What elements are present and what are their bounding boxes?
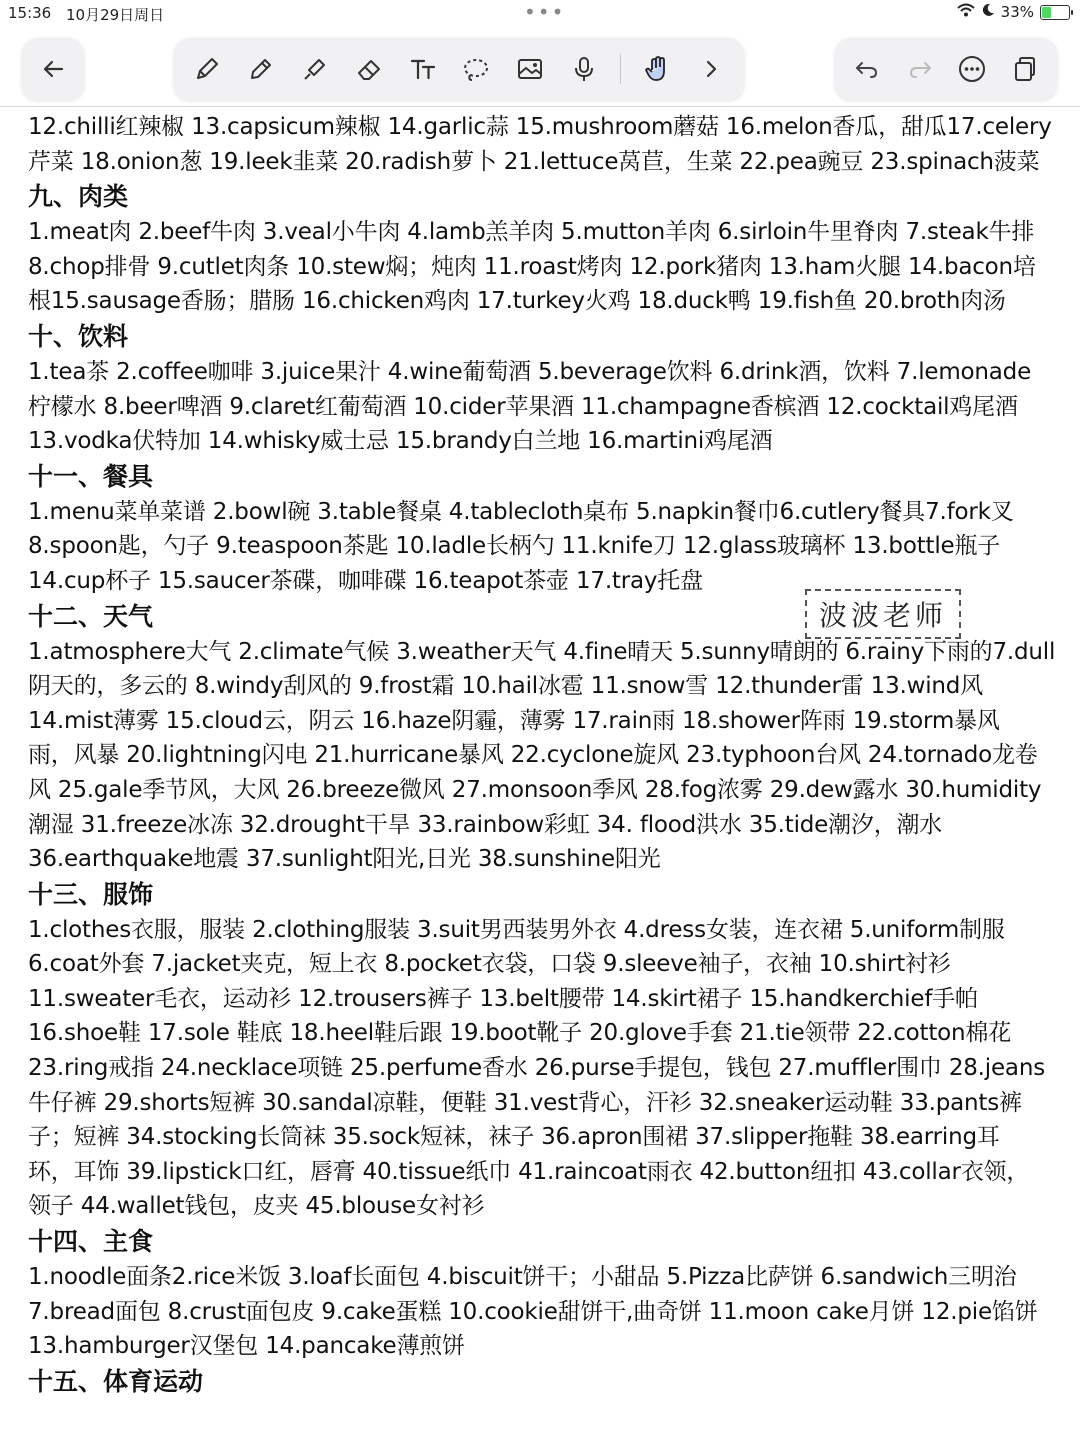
text-line: 8.chop排骨 9.cutlet肉条 10.stew焖；炖肉 11.roast烤肉 12.pork猪肉 13.ham火腿 14.bacon培 [28,253,1036,280]
text-line: 1.menu菜单菜谱 2.bowl碗 3.table餐桌 4.tablecloth桌布 5.napkin餐巾6.cutlery餐具7.fork叉 [28,498,1014,525]
toolbar-divider [620,54,621,84]
wifi-icon [957,3,975,21]
pen-icon[interactable] [189,51,225,87]
status-time: 15:36 [8,4,52,22]
hand-touch-icon[interactable] [639,51,675,87]
eraser-icon[interactable] [351,51,387,87]
battery-icon [1040,5,1070,20]
battery-percent: 33% [1000,3,1034,21]
text-line: 14.cup杯子 15.saucer茶碟，咖啡碟 16.teapot茶壶 17.tray托盘 [28,567,703,594]
text-line: 风 25.gale季节风，大风 26.breeze微风 27.monsoon季风 28.fog浓雾 29.dew露水 30.humidity [28,776,1042,803]
battery-level [1042,7,1051,18]
redo-icon[interactable] [902,51,938,87]
section-heading: 十、饮料 [28,321,129,351]
text-line: 11.sweater毛衣，运动衫 12.trousers裤子 13.belt腰带 14.skirt裙子 15.handkerchief手帕 [28,985,978,1012]
back-button[interactable] [22,38,84,100]
section-heading: 九、肉类 [28,182,129,212]
section-heading: 十一、餐具 [28,461,154,491]
text-line: 6.coat外套 7.jacket夹克，短上衣 8.pocket衣袋，口袋 9.sleeve袖子，衣袖 10.shirt衬衫 [28,951,951,978]
text-tool-icon[interactable] [405,51,441,87]
text-line: 7.bread面包 8.crust面包皮 9.cake蛋糕 10.cookie甜饼干,曲奇饼 11.moon cake月饼 12.pie馅饼 [28,1298,1038,1325]
more-icon[interactable] [954,51,990,87]
text-line: 13.hamburger汉堡包 14.pancake薄煎饼 [28,1333,465,1360]
text-line: 子；短裤 34.stocking长筒袜 35.sock短袜，袜子 36.apron围裙 37.slipper拖鞋 38.earring耳 [28,1124,1000,1151]
tool-palette [174,38,744,100]
section-heading: 十四、主食 [28,1227,154,1257]
pages-icon[interactable] [1007,51,1043,87]
lasso-icon[interactable] [458,51,494,87]
note-page[interactable] [28,110,1068,1400]
status-date: 10月29日周日 [66,6,165,24]
text-line: 雨，风暴 20.lightning闪电 21.hurricane暴风 22.cyclone旋风 23.typhoon台风 24.tornado龙卷 [28,742,1038,769]
text-line: 牛仔裤 29.shorts短裤 30.sandal凉鞋，便鞋 31.vest背心，汗衫 32.sneaker运动鞋 33.pants裤 [28,1089,1022,1116]
moon-icon [981,3,995,21]
text-line: 潮湿 31.freeze冰冻 32.drought干旱 33.rainbow彩虹 34. flood洪水 35.tide潮汐，潮水 [28,811,943,838]
text-line: 14.mist薄雾 15.cloud云，阴云 16.haze阴霾，薄雾 17.rain雨 18.shower阵雨 19.storm暴风 [28,707,1000,734]
arrow-left-icon [35,51,71,87]
text-line: 36.earthquake地震 37.sunlight阳光,日光 38.sunshine阳光 [28,846,661,873]
action-palette [835,38,1057,100]
watermark-stamp: 波波老师 [805,589,961,639]
toolbar-divider-line [0,106,1080,107]
text-line: 1.noodle面条2.rice米饭 3.loaf长面包 4.biscuit饼干；小甜品 5.Pizza比萨饼 6.sandwich三明治 [28,1264,1017,1291]
section-heading: 十二、天气 [28,601,154,631]
text-line: 阴天的，多云的 8.windy刮风的 9.frost霜 10.hail冰雹 11.snow雪 12.thunder雷 13.wind风 [28,673,984,700]
text-line: 12.chilli红辣椒 13.capsicum辣椒 14.garlic蒜 15.mushroom蘑菇 16.melon香瓜，甜瓜17.celery [28,114,1052,140]
text-line: 1.meat肉 2.beef牛肉 3.veal小牛肉 4.lamb羔羊肉 5.mutton羊肉 6.sirloin牛里脊肉 7.steak牛排 [28,219,1035,246]
text-line: 柠檬水 8.beer啤酒 9.claret红葡萄酒 10.cider苹果酒 11.champagne香槟酒 12.cocktail鸡尾酒 [28,393,1018,420]
multitasking-dots-icon[interactable]: ••• [524,0,566,24]
undo-icon[interactable] [849,51,885,87]
text-line: 23.ring戒指 24.necklace项链 25.perfume香水 26.purse手提包，钱包 27.muffler围巾 28.jeans [28,1055,1045,1082]
text-line: 1.atmosphere大气 2.climate气候 3.weather天气 4.fine晴天 5.sunny晴朗的 6.rainy下雨的7.dull [28,638,1056,665]
status-indicators [957,3,1070,21]
section-heading: 十五、体育运动 [28,1366,204,1396]
pencil-icon[interactable] [243,51,279,87]
image-icon[interactable] [512,51,548,87]
text-line: 13.vodka伏特加 14.whisky威士忌 15.brandy白兰地 16.martini鸡尾酒 [28,428,773,455]
status-bar [0,0,1080,28]
text-line: 芹菜 18.onion葱 19.leek韭菜 20.radish萝卜 21.lettuce莴苣，生菜 22.pea豌豆 23.spinach菠菜 [28,148,1040,175]
highlighter-icon[interactable] [297,51,333,87]
text-line: 环，耳饰 39.lipstick口红，唇膏 40.tissue纸巾 41.raincoat雨衣 42.button纽扣 43.collar衣领， [28,1158,1030,1185]
chevron-right-icon[interactable] [693,51,729,87]
text-line: 1.tea茶 2.coffee咖啡 3.juice果汁 4.wine葡萄酒 5.beverage饮料 6.drink酒，饮料 7.lemonade [28,358,1032,385]
microphone-icon[interactable] [566,51,602,87]
text-line: 根15.sausage香肠；腊肠 16.chicken鸡肉 17.turkey火鸡 18.duck鸭 19.fish鱼 20.broth肉汤 [28,288,1006,315]
section-heading: 十三、服饰 [28,879,154,909]
text-line: 16.shoe鞋 17.sole 鞋底 18.heel鞋后跟 19.boot靴子 20.glove手套 21.tie领带 22.cotton棉花 [28,1020,1012,1047]
text-line: 领子 44.wallet钱包，皮夹 45.blouse女衬衫 [28,1193,485,1220]
text-line: 8.spoon匙，勺子 9.teaspoon茶匙 10.ladle长柄勺 11.knife刀 12.glass玻璃杯 13.bottle瓶子 [28,533,1001,560]
text-line: 1.clothes衣服，服装 2.clothing服装 3.suit男西装男外衣 4.dress女装，连衣裙 5.uniform制服 [28,916,1005,943]
